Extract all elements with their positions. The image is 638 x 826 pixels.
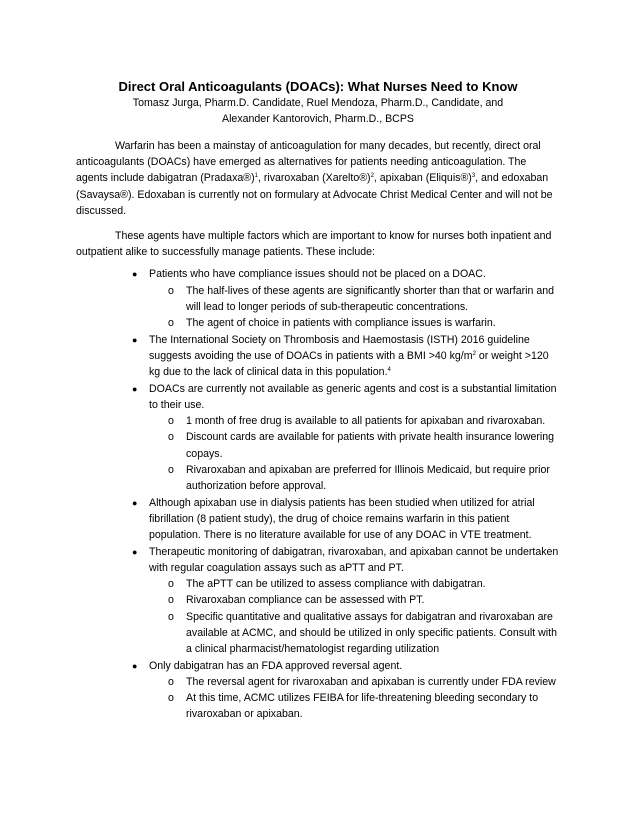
intro-paragraph [76, 138, 560, 219]
sub-list [149, 576, 560, 657]
intro-text-a: Warfarin has been a mainstay of anticoagulation for many decades, but recently, direct oral anticoagulants (DOACs) have emerged as alternatives for patients needing anticoagulation. The agents include dabigatran (Pradaxa®) [76, 140, 541, 185]
sub-bullet-icon: o [168, 610, 174, 623]
sub-list-item-text: Discount cards are available for patients with private health insurance lowering copays. [186, 431, 555, 460]
authors-line-2: Alexander Kantorovich, Pharm.D., BCPS [222, 113, 414, 125]
sub-list [149, 413, 560, 494]
sub-bullet-icon: o [168, 431, 174, 444]
sub-bullet-icon: o [168, 578, 174, 591]
factors-list [76, 266, 560, 722]
bullet-icon: ● [132, 269, 138, 280]
sub-list-item [149, 413, 560, 429]
sub-list [149, 283, 560, 332]
sub-list-item [149, 429, 560, 461]
sub-list [149, 674, 560, 723]
authors-line-1: Tomasz Jurga, Pharm.D. Candidate, Ruel Mendoza, Pharm.D., Candidate, and [132, 97, 504, 109]
bullet-icon: ● [132, 383, 138, 394]
sub-bullet-icon: o [168, 692, 174, 705]
list-item [76, 544, 560, 657]
list-item-text: or weight >120 kg due to the lack of clinical data in this population. [149, 349, 549, 379]
list-item [76, 658, 560, 723]
sub-list-item-text: The half-lives of these agents are significantly shorter than that or warfarin and will lead to longer periods of sub-therapeutic concentrations. [186, 284, 555, 313]
sub-list-item [149, 283, 560, 315]
intro-text-b: , rivaroxaban (Xarelto®) [257, 172, 371, 185]
superscript: 2 [472, 350, 476, 357]
bullet-icon: ● [132, 497, 138, 508]
sub-list-item [149, 462, 560, 494]
list-item [76, 495, 560, 544]
sub-list-item [149, 315, 560, 331]
bullet-icon: ● [132, 546, 138, 557]
bullet-icon: ● [132, 334, 138, 345]
sub-list-item [149, 576, 560, 592]
sub-list-item-text: Rivaroxaban compliance can be assessed with PT. [186, 594, 425, 607]
sub-list-item-text: Specific quantitative and qualitative assays for dabigatran and rivaroxaban are available at ACMC, and should be utilized in only specific patients. Consult with a clinical pharmacist/hematologist regarding utilization [186, 610, 557, 656]
reference-1: 1 [254, 173, 258, 180]
factors-paragraph: These agents have multiple factors which are important to know for nurses both inpatient and outpatient alike to successfully manage patients. These include: [76, 230, 552, 259]
sub-list-item-text: The reversal agent for rivaroxaban and apixaban is currently under FDA review [186, 676, 556, 688]
sub-list-item [149, 674, 560, 690]
list-item-text: DOACs are currently not available as generic agents and cost is a substantial limitation to their use. [149, 382, 557, 412]
sub-list-item-text: 1 month of free drug is available to all patients for apixaban and rivaroxaban. [186, 415, 546, 428]
intro-text-d: , and edoxaban (Savaysa®). Edoxaban is currently not on formulary at Advocate Christ Medical Center and will not be discussed. [76, 172, 553, 217]
list-item-text: Although apixaban use in dialysis patients has been studied when utilized for atrial fibrillation (8 patient study), the drug of choice remains warfarin in this patient population. There is no literature available for use of any DOAC in VTE treatment. [149, 496, 535, 542]
list-item-text: Therapeutic monitoring of dabigatran, rivaroxaban, and apixaban cannot be undertaken with regular coagulation assays such as aPTT and PT. [149, 545, 559, 575]
reference-2: 2 [370, 173, 374, 180]
sub-bullet-icon: o [168, 317, 174, 330]
sub-bullet-icon: o [168, 415, 174, 428]
sub-bullet-icon: o [168, 594, 174, 607]
list-item [76, 266, 560, 331]
sub-list-item-text: At this time, ACMC utilizes FEIBA for life-threatening bleeding secondary to rivaroxaban or apixaban. [186, 692, 539, 721]
sub-list-item-text: Rivaroxaban and apixaban are preferred for Illinois Medicaid, but require prior authorization before approval. [186, 463, 550, 493]
sub-list-item [149, 690, 560, 722]
list-item-text: The International Society on Thrombosis and Haemostasis (ISTH) 2016 guideline suggests avoiding the use of DOACs in patients with a BMI >40 kg/m [149, 333, 530, 362]
list-item [76, 332, 560, 381]
bullet-icon: ● [132, 660, 138, 671]
sub-list-item-text: The aPTT can be utilized to assess compliance with dabigatran. [186, 578, 486, 591]
sub-list-item [149, 592, 560, 608]
list-item-text: Patients who have compliance issues should not be placed on a DOAC. [149, 268, 486, 281]
document-title: Direct Oral Anticoagulants (DOACs): What Nurses Need to Know [118, 79, 518, 94]
reference-3: 3 [471, 173, 476, 180]
sub-list-item-text: The agent of choice in patients with compliance issues is warfarin. [186, 317, 496, 330]
reference-4: 4 [387, 367, 391, 374]
sub-bullet-icon: o [168, 463, 174, 476]
sub-bullet-icon: o [168, 676, 174, 688]
list-item [76, 381, 560, 494]
intro-text-c: , apixaban (Eliquis®) [373, 172, 472, 185]
sub-bullet-icon: o [168, 284, 174, 297]
list-item-text: Only dabigatran has an FDA approved reversal agent. [149, 659, 403, 672]
sub-list-item [149, 609, 560, 658]
